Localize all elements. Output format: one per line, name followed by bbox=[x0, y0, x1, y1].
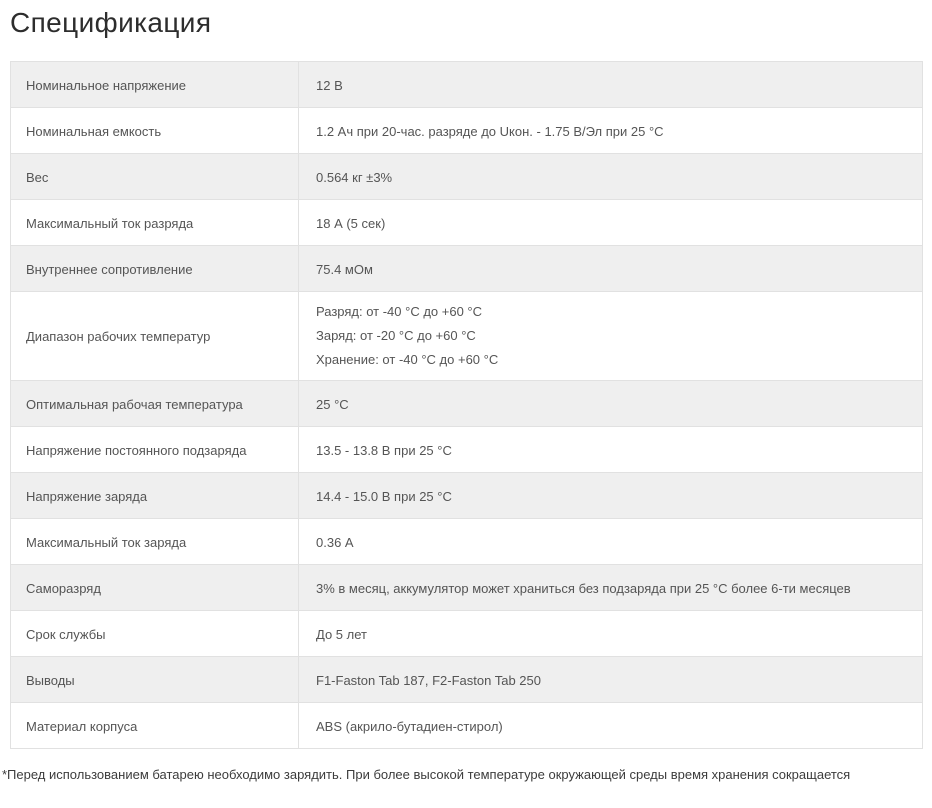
spec-value bbox=[299, 246, 923, 292]
spec-value-line: 75.4 мОм bbox=[316, 261, 373, 277]
spec-value-line: 13.5 - 13.8 В при 25 °C bbox=[316, 442, 452, 458]
spec-label: Номинальная емкость bbox=[11, 108, 299, 154]
spec-value bbox=[299, 108, 923, 154]
spec-label: Напряжение постоянного подзаряда bbox=[11, 427, 299, 473]
spec-value-line: Заряд: от -20 °C до +60 °C bbox=[316, 328, 476, 343]
spec-value-line: 3% в месяц, аккумулятор может храниться без подзаряда при 25 °C более 6-ти месяцев bbox=[316, 580, 851, 596]
spec-label: Номинальное напряжение bbox=[11, 62, 299, 108]
footnote: *Перед использованием батарею необходимо зарядить. При более высокой температуре окружающей среды время хранения сокращается bbox=[2, 767, 851, 782]
spec-value-line: 0.36 А bbox=[316, 534, 354, 550]
spec-value-line: 0.564 кг ±3% bbox=[316, 169, 393, 185]
table-row bbox=[11, 108, 923, 154]
spec-label: Диапазон рабочих температур bbox=[11, 292, 299, 381]
spec-value-line: До 5 лет bbox=[316, 626, 367, 642]
spec-table bbox=[10, 61, 923, 749]
spec-value bbox=[299, 62, 923, 108]
spec-label: Оптимальная рабочая температура bbox=[11, 381, 299, 427]
table-row bbox=[11, 657, 923, 703]
page-title: Спецификация bbox=[10, 7, 212, 38]
spec-label: Вес bbox=[11, 154, 299, 200]
spec-label: Саморазряд bbox=[11, 565, 299, 611]
spec-value bbox=[299, 427, 923, 473]
spec-label: Максимальный ток разряда bbox=[11, 200, 299, 246]
spec-label: Срок службы bbox=[11, 611, 299, 657]
spec-label: Напряжение заряда bbox=[11, 473, 299, 519]
spec-value bbox=[299, 381, 923, 427]
table-row bbox=[11, 154, 923, 200]
spec-value-line: ABS (акрило-бутадиен-стирол) bbox=[316, 718, 503, 734]
spec-value bbox=[299, 154, 923, 200]
table-row bbox=[11, 703, 923, 749]
table-row bbox=[11, 519, 923, 565]
spec-value-line: Хранение: от -40 °C до +60 °C bbox=[316, 352, 499, 367]
spec-value-line: 14.4 - 15.0 В при 25 °C bbox=[316, 488, 452, 504]
spec-value bbox=[299, 565, 923, 611]
table-row bbox=[11, 611, 923, 657]
table-row bbox=[11, 246, 923, 292]
spec-value bbox=[299, 292, 923, 381]
spec-value-line: 1.2 Ач при 20-час. разряде до Uкон. - 1.75 В/Эл при 25 °C bbox=[316, 123, 664, 139]
spec-value bbox=[299, 657, 923, 703]
table-row bbox=[11, 381, 923, 427]
table-row bbox=[11, 473, 923, 519]
spec-value bbox=[299, 200, 923, 246]
spec-label: Материал корпуса bbox=[11, 703, 299, 749]
spec-value-line: Разряд: от -40 °C до +60 °C bbox=[316, 304, 483, 319]
table-row bbox=[11, 427, 923, 473]
spec-value bbox=[299, 519, 923, 565]
spec-value bbox=[299, 611, 923, 657]
spec-label: Внутреннее сопротивление bbox=[11, 246, 299, 292]
spec-label: Выводы bbox=[11, 657, 299, 703]
spec-value-line: F1-Faston Tab 187, F2-Faston Tab 250 bbox=[316, 672, 541, 688]
table-row bbox=[11, 292, 923, 381]
table-row bbox=[11, 200, 923, 246]
table-row bbox=[11, 62, 923, 108]
spec-label: Максимальный ток заряда bbox=[11, 519, 299, 565]
spec-value bbox=[299, 473, 923, 519]
spec-value-line: 25 °C bbox=[316, 396, 349, 412]
spec-value-line: 18 А (5 сек) bbox=[316, 215, 386, 231]
spec-value-line: 12 В bbox=[316, 77, 343, 93]
spec-value bbox=[299, 703, 923, 749]
spec-table-body bbox=[11, 62, 923, 749]
table-row bbox=[11, 565, 923, 611]
